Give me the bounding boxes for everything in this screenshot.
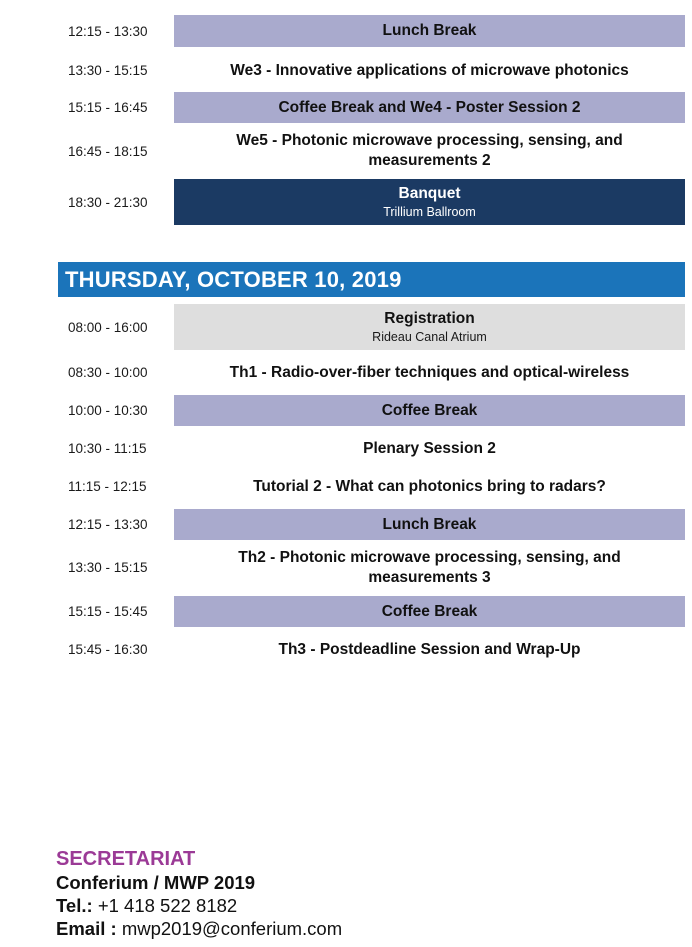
session-cell: [174, 55, 685, 87]
phone-label: Tel.:: [56, 895, 93, 916]
day-header: THURSDAY, OCTOBER 10, 2019: [58, 262, 685, 297]
row: [0, 15, 692, 47]
phone-value: +1 418 522 8182: [97, 895, 238, 916]
row: [0, 357, 692, 389]
session-title: Th1 - Radio-over-fiber techniques and optical-wireless: [229, 364, 630, 381]
session-title: Banquet: [398, 184, 461, 202]
session-time: 13:30 - 15:15: [68, 63, 148, 78]
session-cell: [174, 129, 685, 173]
session-title: Registration: [384, 309, 475, 327]
session-cell: [174, 471, 685, 503]
session-cell: [174, 395, 685, 426]
session-time: 15:45 - 16:30: [68, 642, 148, 657]
row: [0, 55, 692, 87]
session-cell: [174, 92, 685, 123]
session-cell: [174, 546, 685, 590]
session-time: 15:15 - 16:45: [68, 100, 148, 115]
row: [0, 596, 692, 627]
row: [0, 471, 692, 503]
row: [0, 509, 692, 540]
row: [0, 92, 692, 123]
session-time: 12:15 - 13:30: [68, 517, 148, 532]
secretariat-org: Conferium / MWP 2019: [56, 872, 256, 893]
session-time: 12:15 - 13:30: [68, 24, 148, 39]
email-label: Email :: [56, 918, 117, 939]
row: [0, 129, 692, 173]
session-title: Th2 - Photonic microwave processing, sensing, and measurements 3: [238, 549, 621, 586]
session-time: 11:15 - 12:15: [68, 479, 147, 494]
session-time: 08:30 - 10:00: [68, 365, 148, 380]
session-time: 13:30 - 15:15: [68, 560, 148, 575]
session-time: 10:00 - 10:30: [68, 403, 148, 418]
session-time: 16:45 - 18:15: [68, 144, 148, 159]
session-title: Coffee Break and We4 - Poster Session 2: [278, 98, 581, 116]
session-title: Tutorial 2 - What can photonics bring to radars?: [253, 478, 606, 495]
session-location: Rideau Canal Atrium: [372, 329, 487, 344]
row: [0, 304, 692, 350]
session-title: We5 - Photonic microwave processing, sensing, and measurements 2: [236, 132, 623, 169]
session-title: Coffee Break: [381, 602, 478, 620]
session-cell: [174, 634, 685, 666]
row: [0, 395, 692, 426]
row: [0, 546, 692, 590]
row: [0, 433, 692, 465]
row: [0, 179, 692, 225]
session-title: Th3 - Postdeadline Session and Wrap-Up: [278, 641, 581, 658]
session-cell: [174, 596, 685, 627]
session-time: 10:30 - 11:15: [68, 441, 147, 456]
row: [0, 634, 692, 666]
session-title: Lunch Break: [382, 22, 477, 39]
session-cell: [174, 15, 685, 47]
secretariat-title: SECRETARIAT: [56, 848, 196, 870]
email-link[interactable]: mwp2019@conferium.com: [121, 918, 343, 939]
session-title: We3 - Innovative applications of microwave photonics: [230, 62, 629, 79]
secretariat-block: [56, 848, 342, 940]
session-time: 08:00 - 16:00: [68, 320, 148, 335]
session-cell: [174, 509, 685, 540]
session-time: 18:30 - 21:30: [68, 195, 148, 210]
session-title: Coffee Break: [381, 401, 478, 419]
secretariat-phone: [56, 894, 342, 917]
session-time: 15:15 - 15:45: [68, 604, 148, 619]
session-cell: [174, 304, 685, 350]
session-cell: [174, 179, 685, 225]
session-title: Plenary Session 2: [363, 440, 496, 457]
session-location: Trillium Ballroom: [383, 204, 476, 219]
session-title: Lunch Break: [382, 515, 477, 533]
session-cell: [174, 357, 685, 389]
secretariat-email: [56, 917, 342, 940]
session-cell: [174, 433, 685, 465]
